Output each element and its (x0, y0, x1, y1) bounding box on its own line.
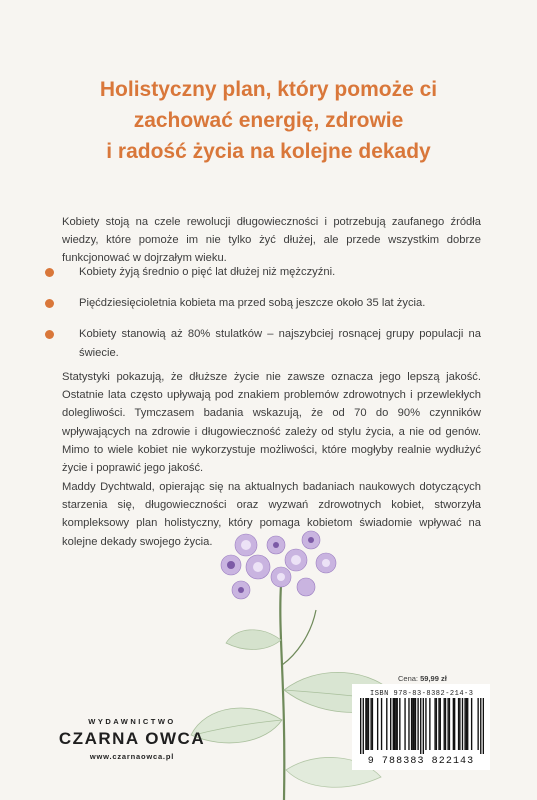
publisher-url: www.czarnaowca.pl (89, 752, 175, 761)
list-item-text: Pięćdziesięcioletnia kobieta ma przed sobą jeszcze około 35 lat życia. (79, 297, 426, 310)
barcode-bar (458, 698, 459, 750)
barcode-bar (415, 698, 416, 750)
list-item (45, 325, 481, 361)
fact-list (45, 263, 481, 362)
barcode-bar (436, 698, 437, 750)
barcode-bar (445, 698, 446, 750)
barcode-bar (397, 698, 398, 750)
isbn-label: ISBN 978-83-8382-214-3 (370, 690, 474, 698)
barcode-bar (386, 698, 387, 750)
intro-paragraph: Kobiety stoją na czele rewolucji długowieczności i potrzebują zaufanego źródła wiedzy, które pomoże im nie tylko żyć dłużej, ale przede wszystkim dobrze funkcjonować w dojrzałym wieku. (62, 216, 481, 265)
barcode-bar (459, 698, 460, 750)
barcode-digits: 9 788383 822143 (367, 756, 475, 767)
barcode-bar (477, 698, 478, 750)
statistics-paragraph: Statystyki pokazują, że dłuższe życie nie zawsze oznacza jego lepszą jakość. Ostatnie lata często upływają pod znakiem problemów zdrowotnych i przewlekłych dolegliwości. Tymczasem badania wskazują, że od 70 do 90% czynników wpływających na zdrowie i długowieczność zależy od stylu życia, a nie od genów. Mimo to wiele kobiet nie wykorzystuje możliwości, które mogłyby realnie wydłużyć życie i poprawić jego jakość. (62, 371, 481, 475)
barcode-bar (394, 698, 395, 750)
barcode-bar (466, 698, 467, 750)
price-label: Cena: (398, 674, 419, 683)
barcode-bar (480, 698, 481, 754)
barcode-bar (404, 698, 405, 750)
barcode-bar (393, 698, 394, 750)
barcode-bar (370, 698, 371, 750)
barcode-bar (467, 698, 468, 750)
barcode-bar (483, 698, 484, 754)
barcode-bar (365, 698, 366, 750)
bullet-dot-icon (45, 330, 54, 339)
barcode-bar (434, 698, 435, 750)
barcode-bar (420, 698, 421, 754)
barcode-bar (453, 698, 454, 750)
barcode-bar (411, 698, 412, 750)
publisher-label: WYDAWNICTWO (88, 717, 176, 726)
barcode-bar (454, 698, 455, 750)
barcode-bar (444, 698, 445, 750)
barcode-bar (417, 698, 418, 750)
headline-line-1: Holistyczny plan, który pomoże ci (99, 78, 438, 101)
barcode-bar (449, 698, 450, 750)
barcode-bar (390, 698, 391, 750)
barcode-bar (429, 698, 430, 750)
barcode-bar (363, 698, 364, 754)
headline-line-2: zachować energię, zdrowie (133, 109, 404, 132)
barcode-bar (423, 698, 424, 754)
publisher-name: CZARNA OWCA (58, 729, 206, 748)
headline-line-3: i radość życia na kolejne dekady (106, 140, 431, 163)
list-item (45, 294, 481, 312)
list-item-text: Kobiety stanowią aż 80% stulatków – najszybciej rosnącej grupy populacji na świecie. (79, 328, 481, 359)
barcode-bar (377, 698, 378, 750)
barcode-bar (414, 698, 415, 750)
barcode-bar (464, 698, 465, 750)
barcode-bar (447, 698, 448, 750)
barcode-bar (412, 698, 413, 750)
barcode-bar (367, 698, 368, 750)
publisher-logo (52, 717, 212, 761)
barcode-bar (440, 698, 441, 750)
barcode-bar (399, 698, 400, 750)
headline (40, 74, 497, 167)
barcode-bar (425, 698, 426, 750)
barcode-bar (471, 698, 472, 750)
barcode-bar (381, 698, 382, 750)
list-item (45, 263, 481, 281)
price (398, 674, 447, 683)
barcode-bar (408, 698, 409, 750)
barcode-bar (360, 698, 361, 754)
author-paragraph: Maddy Dychtwald, opierając się na aktualnych badaniach naukowych dotyczących starzenia się, długowieczności oraz wyzwań zdrowotnych kobiet, stworzyła kompleksowy plan holistyczny, który pomaga kobietom świadomie wpływać na kolejne dekady swojego życia. (62, 481, 481, 548)
barcode-bar (462, 698, 463, 750)
bullet-dot-icon (45, 299, 54, 308)
price-value: 59,99 zł (420, 674, 447, 683)
barcode-bar (368, 698, 369, 750)
bullet-dot-icon (45, 268, 54, 277)
barcode (360, 698, 484, 754)
barcode-bar (372, 698, 373, 750)
list-item-text: Kobiety żyją średnio o pięć lat dłużej niż mężczyźni. (79, 266, 336, 278)
barcode-bar (395, 698, 396, 750)
barcode-bar (438, 698, 439, 750)
